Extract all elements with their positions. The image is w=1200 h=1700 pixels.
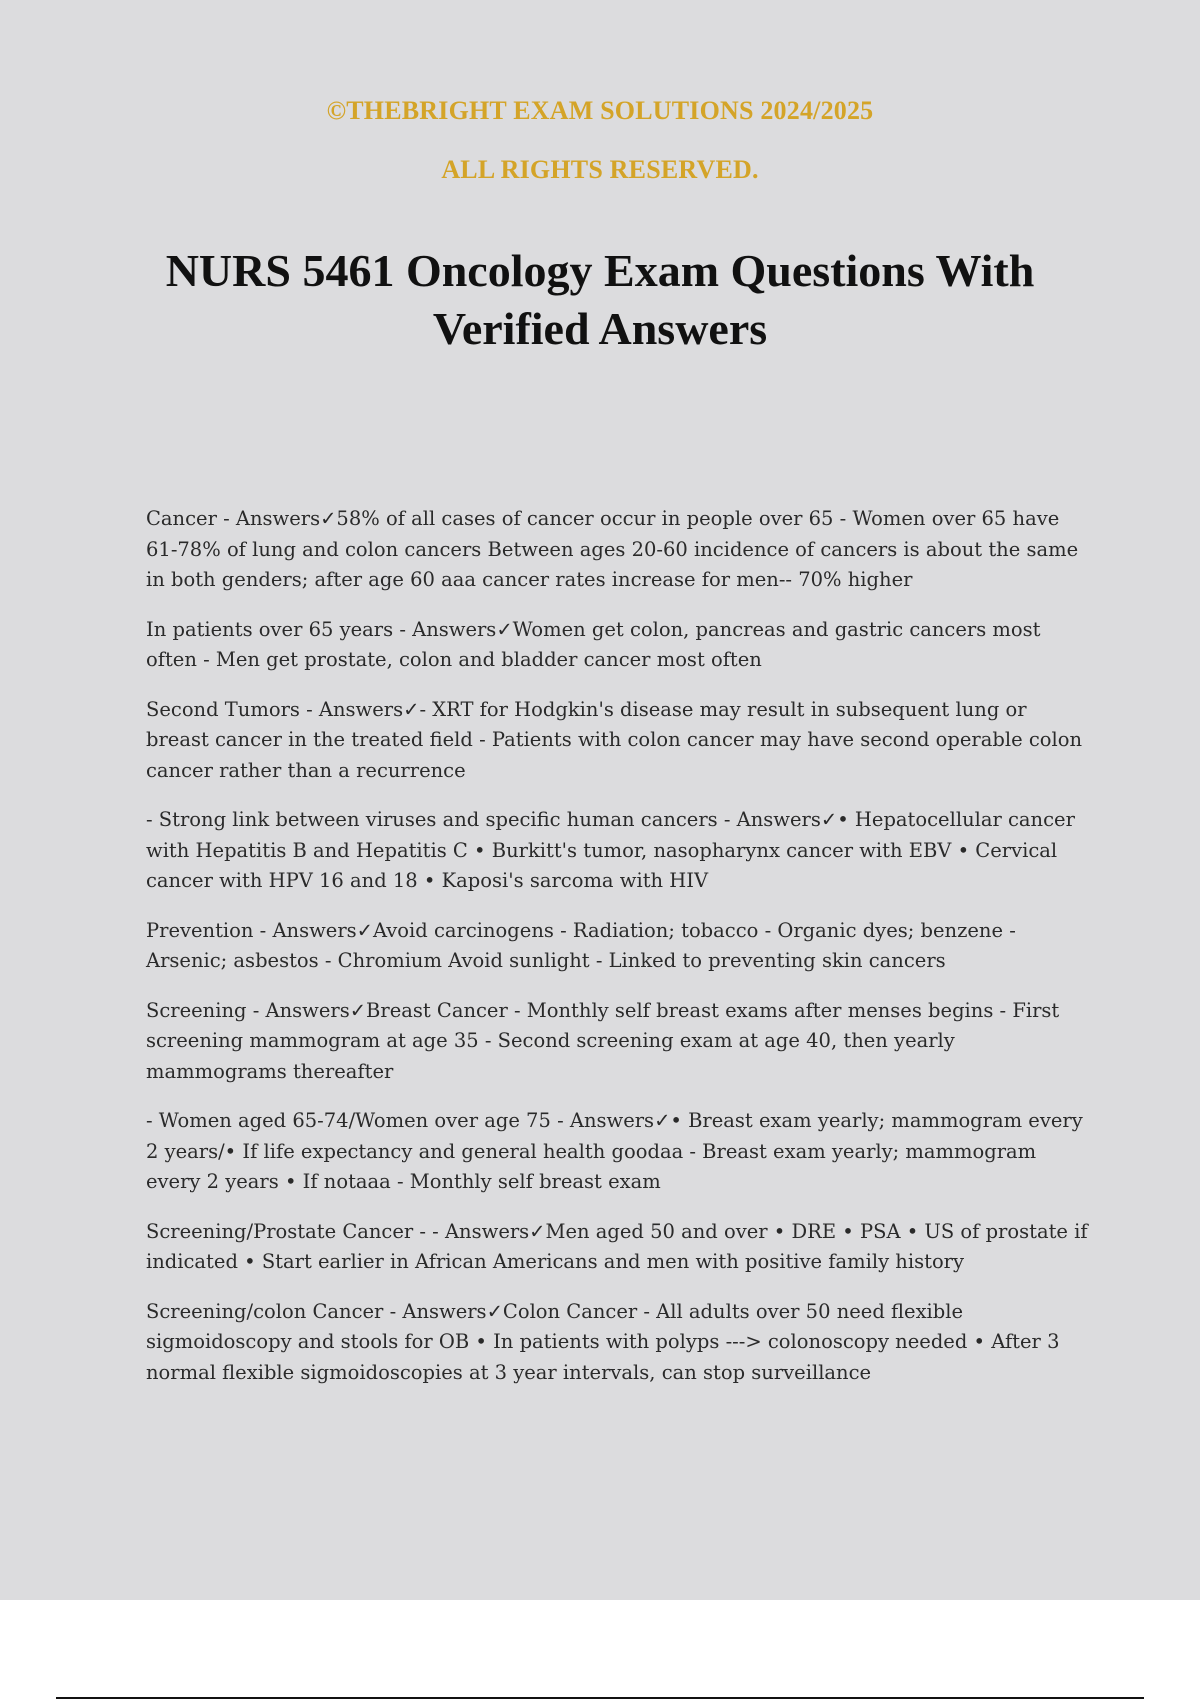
rights-reserved-header: ALL RIGHTS RESERVED. xyxy=(441,155,759,184)
qa-item-viruses: - Strong link between viruses and specific human cancers - Answers✓• Hepatocellular cancer with Hepatitis B and Hepatitis C • Burkitt's tumor, nasopharynx cancer with EBV • Cervical cancer with HPV 16 and 18 • Kaposi's sarcoma with HIV xyxy=(146,808,1075,892)
document-title: NURS 5461 Oncology Exam Questions With Verified Answers xyxy=(165,245,1035,354)
qa-list xyxy=(146,504,1092,1407)
qa-item-prostate-screening: Screening/Prostate Cancer - - Answers✓Men aged 50 and over • DRE • PSA • US of prostate if indicated • Start earlier in African Americans and men with positive family history xyxy=(146,1219,1088,1273)
qa-item-cancer: Cancer - Answers✓58% of all cases of cancer occur in people over 65 - Women over 65 have 61-78% of lung and colon cancers Between ages 20-60 incidence of cancers is about the same in both genders; after age 60 aaa cancer rates increase for men-- 70% higher xyxy=(146,507,1079,591)
qa-item-prevention: Prevention - Answers✓Avoid carcinogens - Radiation; tobacco - Organic dyes; benzene - Arsenic; asbestos - Chromium Avoid sunlight - Linked to preventing skin cancers xyxy=(146,918,1016,972)
qa-item-women-65-74: - Women aged 65-74/Women over age 75 - Answers✓• Breast exam yearly; mammogram every 2 years/• If life expectancy and general health goodaa - Breast exam yearly; mammogram every 2 years • If notaaa - Monthly self breast exam xyxy=(146,1109,1083,1193)
footer-divider xyxy=(56,1697,1144,1699)
qa-item-patients-over-65: In patients over 65 years - Answers✓Women get colon, pancreas and gastric cancers most often - Men get prostate, colon and bladder cancer most often xyxy=(146,617,1041,671)
qa-item-colon-screening: Screening/colon Cancer - Answers✓Colon Cancer - All adults over 50 need flexible sigmoidoscopy and stools for OB • In patients with polyps ---> colonoscopy needed • After 3 normal flexible sigmoidoscopies at 3 year intervals, can stop surveillance xyxy=(146,1299,1060,1384)
copyright-header: ©THEBRIGHT EXAM SOLUTIONS 2024/2025 xyxy=(326,96,874,125)
qa-item-screening: Screening - Answers✓Breast Cancer - Monthly self breast exams after menses begins - First screening mammogram at age 35 - Second screening exam at age 40, then yearly mammograms thereafter xyxy=(146,998,1060,1083)
qa-item-second-tumors: Second Tumors - Answers✓- XRT for Hodgkin's disease may result in subsequent lung or breast cancer in the treated field - Patients with colon cancer may have second operable colon cancer rather than a recurrence xyxy=(146,697,1083,782)
